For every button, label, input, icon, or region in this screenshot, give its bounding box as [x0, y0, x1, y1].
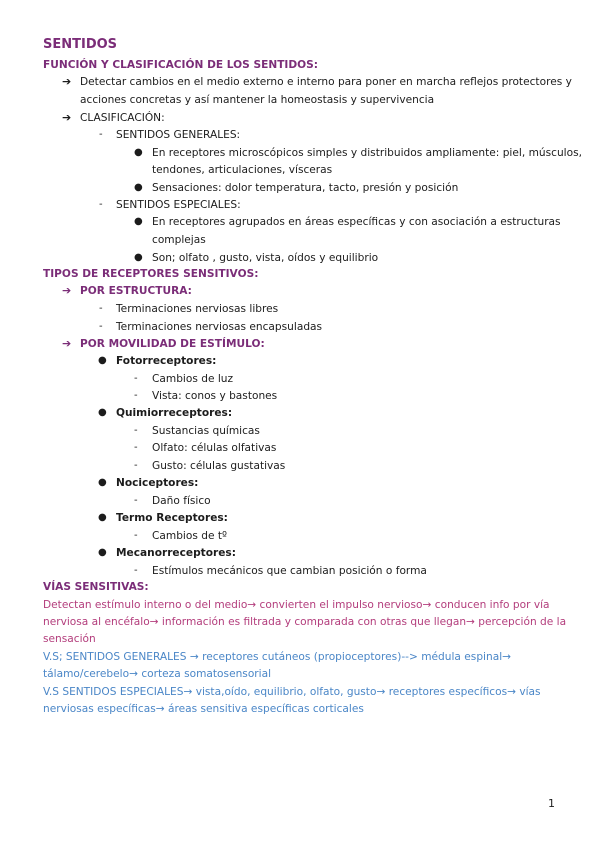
clasificacion-label: CLASIFICACIÓN: — [80, 112, 165, 124]
vias-blue-line-3: V.S SENTIDOS ESPECIALES→ vista,oído, equilibrio, olfato, gusto→ receptores específicos→ vías — [43, 686, 541, 698]
funcion-heading: FUNCIÓN Y CLASIFICACIÓN DE LOS SENTIDOS: — [43, 59, 319, 71]
generales-label: SENTIDOS GENERALES: — [116, 129, 241, 141]
bullet-icon: ● — [98, 407, 107, 418]
dash-marker: - — [134, 460, 138, 471]
quimio-item-1: Sustancias químicas — [152, 425, 260, 437]
dash-marker: - — [134, 530, 138, 541]
bullet-icon: ● — [98, 512, 107, 523]
bullet-icon: ● — [98, 355, 107, 366]
dash-marker: - — [99, 321, 103, 332]
arrow-icon: ➔ — [62, 75, 72, 88]
dash-marker: - — [134, 442, 138, 453]
quimio-item-2: Olfato: células olfativas — [152, 442, 277, 454]
bullet-icon: ● — [134, 216, 143, 227]
vias-blue-line-1: V.S; SENTIDOS GENERALES → receptores cutáneos (propioceptores)--> médula espinal→ — [43, 651, 512, 663]
generales-bullet-1-line-2: tendones, articulaciones, vísceras — [152, 164, 333, 176]
dash-marker: - — [134, 390, 138, 401]
arrow-icon: ➔ — [62, 337, 72, 350]
foto-item-2: Vista: conos y bastones — [152, 390, 278, 402]
vias-pink-line-2: nerviosa al encéfalo→ información es filtrada y comparada con otras que llegan→ percepción de la — [43, 616, 567, 628]
page-title: SENTIDOS — [43, 37, 118, 52]
arrow-icon: ➔ — [62, 111, 72, 124]
noci-label: Nociceptores: — [116, 477, 199, 489]
especiales-bullet-2: Son; olfato , gusto, vista, oídos y equilibrio — [152, 252, 379, 264]
generales-bullet-1-line-1: En receptores microscópicos simples y distribuidos ampliamente: piel, músculos, — [152, 147, 582, 159]
dash-marker: - — [134, 373, 138, 384]
especiales-bullet-1-line-1: En receptores agrupados en áreas específicas y con asociación a estructuras — [152, 216, 561, 228]
quimio-item-3: Gusto: células gustativas — [152, 460, 286, 472]
foto-item-1: Cambios de luz — [152, 373, 234, 385]
termo-item-1: Cambios de tº — [152, 530, 227, 542]
dash-marker: - — [134, 565, 138, 576]
bullet-icon: ● — [98, 547, 107, 558]
estructura-label: POR ESTRUCTURA: — [80, 285, 192, 297]
estructura-item-2: Terminaciones nerviosas encapsuladas — [116, 321, 323, 333]
bullet-icon: ● — [134, 252, 143, 263]
funcion-item-1-line-2: acciones concretas y así mantener la homeostasis y supervivencia — [80, 94, 435, 106]
arrow-icon: ➔ — [62, 284, 72, 297]
bullet-icon: ● — [134, 182, 143, 193]
vias-pink-line-3: sensación — [43, 633, 96, 645]
especiales-bullet-1-line-2: complejas — [152, 234, 206, 246]
funcion-item-1-line-1: Detectar cambios en el medio externo e interno para poner en marcha reflejos protectores y — [80, 76, 572, 88]
bullet-icon: ● — [134, 147, 143, 158]
vias-blue-line-4: nerviosas específicas→ áreas sensitiva específicas corticales — [43, 703, 364, 715]
dash-marker: - — [134, 495, 138, 506]
vias-pink-line-1: Detectan estímulo interno o del medio→ convierten el impulso nervioso→ conducen info por vía — [43, 599, 550, 611]
termo-label: Termo Receptores: — [116, 512, 228, 524]
movilidad-label: POR MOVILIDAD DE ESTÍMULO: — [80, 338, 265, 350]
bullet-icon: ● — [98, 477, 107, 488]
vias-heading: VÍAS SENSITIVAS: — [43, 581, 149, 593]
mecano-item-1: Estímulos mecánicos que cambian posición o forma — [152, 565, 427, 577]
foto-label: Fotorreceptores: — [116, 355, 217, 367]
dash-marker: - — [99, 303, 103, 314]
tipos-heading: TIPOS DE RECEPTORES SENSITIVOS: — [43, 268, 259, 280]
mecano-label: Mecanorreceptores: — [116, 547, 236, 559]
especiales-label: SENTIDOS ESPECIALES: — [116, 199, 241, 211]
page-number: 1 — [548, 797, 555, 810]
quimio-label: Quimiorreceptores: — [116, 407, 233, 419]
generales-bullet-2: Sensaciones: dolor temperatura, tacto, presión y posición — [152, 182, 459, 194]
estructura-item-1: Terminaciones nerviosas libres — [116, 303, 279, 315]
noci-item-1: Daño físico — [152, 495, 211, 507]
dash-marker: - — [99, 199, 103, 210]
dash-marker: - — [134, 425, 138, 436]
vias-blue-line-2: tálamo/cerebelo→ corteza somatosensorial — [43, 668, 272, 680]
dash-marker: - — [99, 129, 103, 140]
